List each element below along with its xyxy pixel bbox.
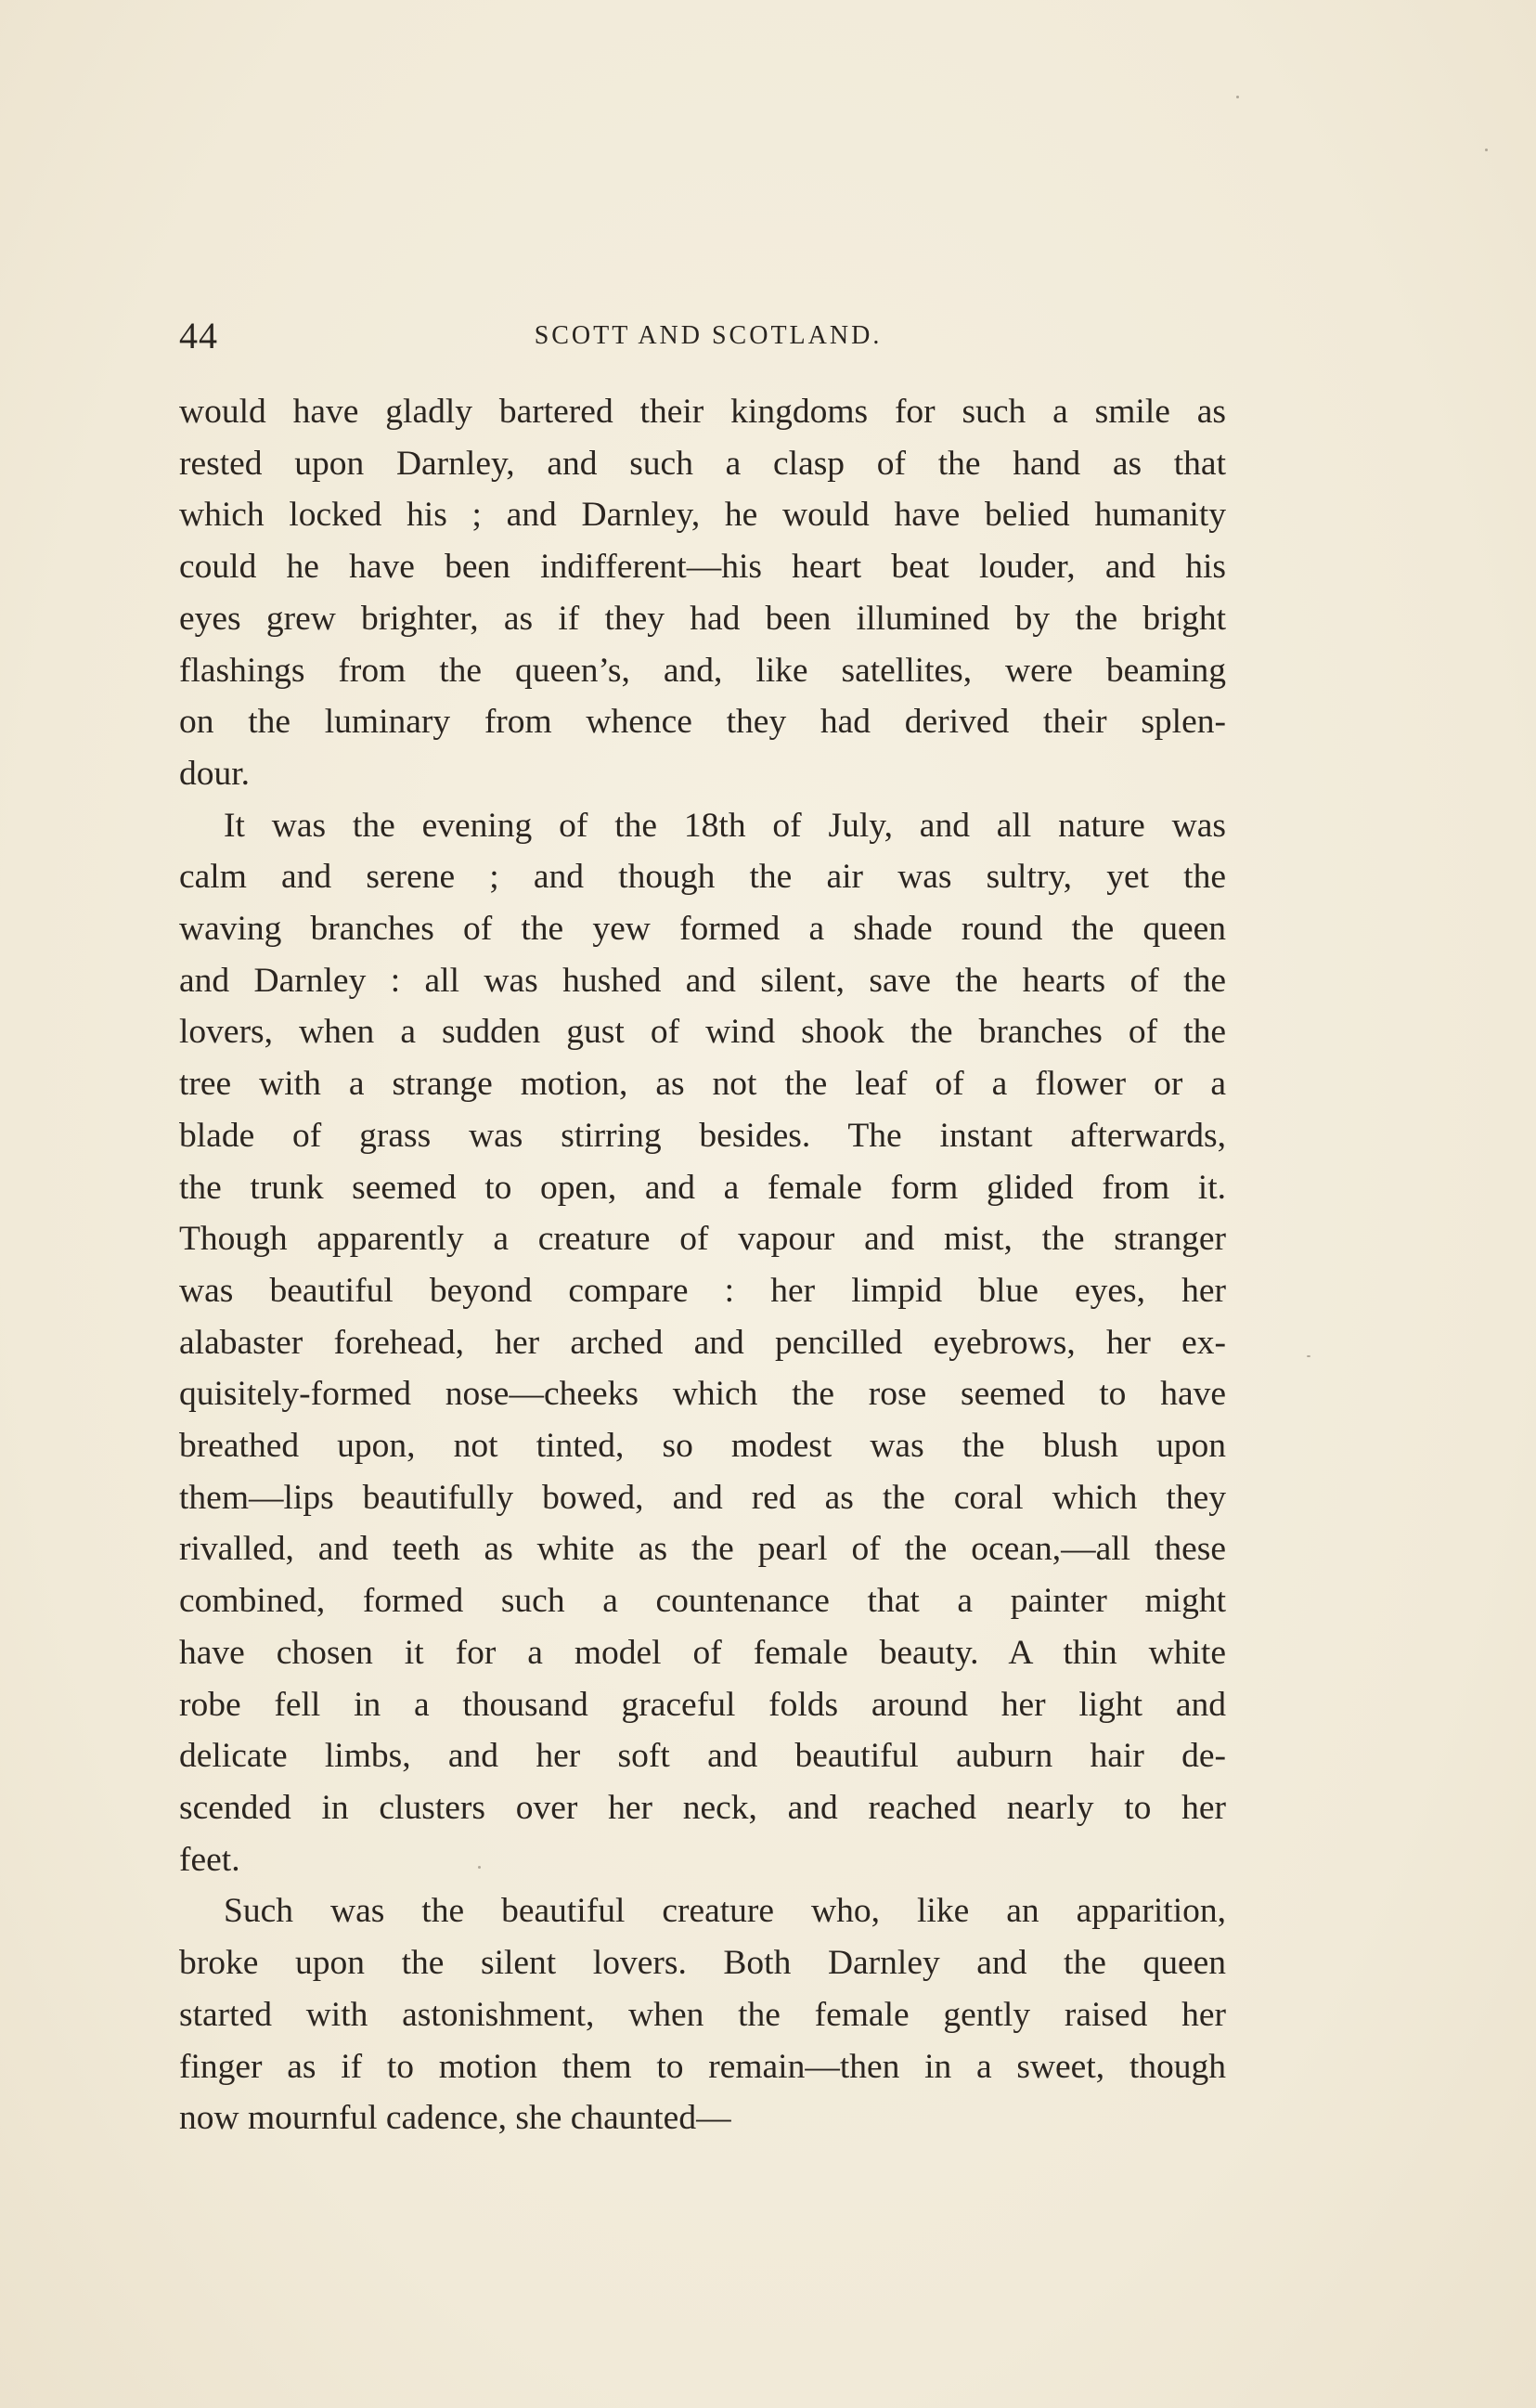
text-line: flashings from the queen’s, and, like satellites, were beaming (179, 651, 1226, 690)
text-line: and Darnley : all was hushed and silent, save the hearts of the (179, 961, 1226, 1000)
paper-speck (1236, 96, 1239, 98)
text-line: dour. (179, 754, 251, 793)
text-line: finger as if to motion them to remain—then in a sweet, though (179, 2047, 1226, 2086)
text-line: could he have been indifferent—his heart beat louder, and his (179, 548, 1226, 587)
page-header (179, 314, 1237, 379)
body-text (179, 386, 1226, 2144)
text-line: scended in clusters over her neck, and reached nearly to her (179, 1788, 1226, 1827)
text-line: robe fell in a thousand graceful folds around her light and (179, 1685, 1226, 1724)
paragraph-2 (179, 800, 1226, 1886)
text-line: have chosen it for a model of female beauty. A thin white (179, 1633, 1226, 1672)
text-line: combined, formed such a countenance that a painter might (179, 1582, 1226, 1621)
paper-speck (1307, 1355, 1310, 1357)
text-line: the trunk seemed to open, and a female form glided from it. (179, 1168, 1226, 1207)
text-line: which locked his ; and Darnley, he would have belied humanity (179, 496, 1226, 535)
text-line: It was the evening of the 18th of July, and all nature was (224, 806, 1226, 845)
text-line: blade of grass was stirring besides. The instant afterwards, (179, 1116, 1226, 1155)
text-line: calm and serene ; and though the air was sultry, yet the (179, 858, 1226, 897)
paragraph-1 (179, 386, 1226, 800)
text-line: broke upon the silent lovers. Both Darnley and the queen (179, 1944, 1226, 1983)
text-line: lovers, when a sudden gust of wind shook the branches of the (179, 1013, 1226, 1052)
text-line: on the luminary from whence they had derived their splen- (179, 703, 1226, 742)
paper-speck (478, 1866, 481, 1869)
text-line: rested upon Darnley, and such a clasp of the hand as that (179, 444, 1226, 483)
text-line: eyes grew brighter, as if they had been illumined by the bright (179, 599, 1226, 638)
text-line: Such was the beautiful creature who, like an apparition, (224, 1892, 1226, 1931)
text-line: them—lips beautifully bowed, and red as the coral which they (179, 1478, 1226, 1517)
text-line: quisitely-formed nose—cheeks which the rose seemed to have (179, 1375, 1226, 1414)
text-line: delicate limbs, and her soft and beautiful auburn hair de- (179, 1737, 1226, 1776)
text-line: tree with a strange motion, as not the leaf of a flower or a (179, 1065, 1226, 1104)
text-line: breathed upon, not tinted, so modest was the blush upon (179, 1427, 1226, 1466)
text-line: Though apparently a creature of vapour and mist, the stranger (179, 1220, 1226, 1259)
running-title: SCOTT AND SCOTLAND. (534, 321, 883, 350)
text-line: now mournful cadence, she chaunted— (179, 2099, 731, 2138)
paragraph-3 (179, 1885, 1226, 2144)
text-line: rivalled, and teeth as white as the pearl of the ocean,—all these (179, 1530, 1226, 1569)
text-line: was beautiful beyond compare : her limpid blue eyes, her (179, 1271, 1226, 1310)
text-line: started with astonishment, when the female gently raised her (179, 1995, 1226, 2034)
text-line: would have gladly bartered their kingdoms for such a smile as (179, 393, 1226, 431)
page-number: 44 (179, 315, 218, 356)
text-line: alabaster forehead, her arched and pencilled eyebrows, her ex- (179, 1323, 1226, 1362)
text-line: waving branches of the yew formed a shade round the queen (179, 910, 1226, 949)
paper-speck (1485, 149, 1488, 151)
text-line: feet. (179, 1840, 240, 1879)
